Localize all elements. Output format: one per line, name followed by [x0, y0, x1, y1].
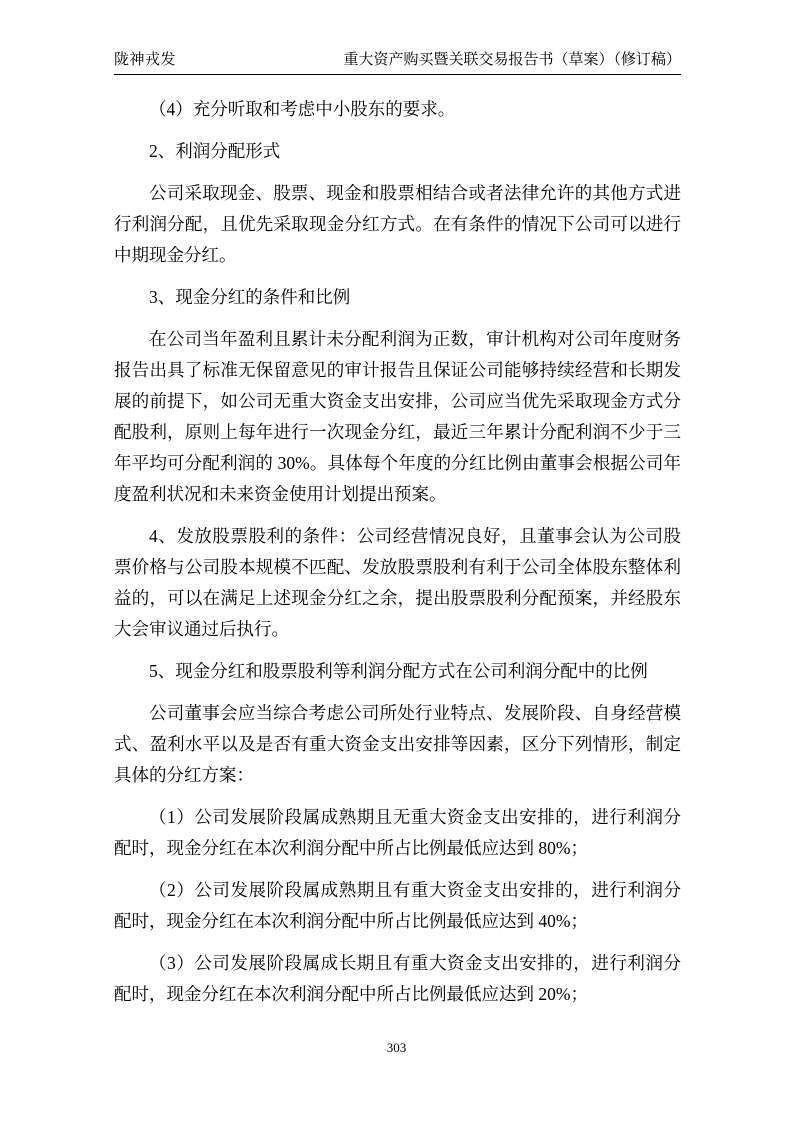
paragraph: 在公司当年盈利且累计未分配利润为正数，审计机构对公司年度财务报告出具了标准无保留意见的审计报告且保证公司能够持续经营和长期发展的前提下，如公司无重大资金支出安排，公司应当优先采取现金方式分配股利，原则上每年进行一次现金分红，最近三年累计分配利润不少于三年平均可分配利润的 30%。具体每个年度的分红比例由董事会根据公司年度盈利状况和未来资金使用计划提出预案。 [114, 329, 681, 504]
page-header [114, 50, 681, 75]
section-heading: 5、现金分红和股票股利等利润分配方式在公司利润分配中的比例 [149, 661, 648, 681]
document-body [114, 94, 681, 1021]
page-number: 303 [386, 1040, 407, 1055]
header-company-name: 陇神戎发 [114, 52, 177, 68]
paragraph: 公司董事会应当综合考虑公司所处行业特点、发展阶段、自身经营模式、盈利水平以及是否有重大资金支出安排等因素，区分下列情形，制定具体的分红方案： [114, 703, 681, 785]
list-item-paragraph: （3）公司发展阶段属成长期且有重大资金支出安排的，进行利润分配时，现金分红在本次利润分配中所占比例最低应达到 20%； [114, 953, 681, 1004]
list-item-paragraph: （2）公司发展阶段属成熟期且有重大资金支出安排的，进行利润分配时，现金分红在本次利润分配中所占比例最低应达到 40%； [114, 880, 681, 931]
header-report-title: 重大资产购买暨关联交易报告书（草案）（修订稿） [343, 52, 681, 68]
paragraph: 4、发放股票股利的条件：公司经营情况良好，且董事会认为公司股票价格与公司股本规模不匹配、发放股票股利有利于公司全体股东整体利益的，可以在满足上述现金分红之余，提出股票股利分配预案，并经股东大会审议通过后执行。 [114, 526, 681, 639]
section-heading: 3、现金分红的条件和比例 [149, 287, 351, 307]
paragraph: 公司采取现金、股票、现金和股票相结合或者法律允许的其他方式进行利润分配，且优先采取现金分红方式。在有条件的情况下公司可以进行中期现金分红。 [114, 183, 681, 265]
list-item-paragraph: （1）公司发展阶段属成熟期且无重大资金支出安排的，进行利润分配时，现金分红在本次利润分配中所占比例最低应达到 80%； [114, 807, 681, 858]
paragraph: （4）充分听取和考虑中小股东的要求。 [149, 99, 456, 119]
section-heading: 2、利润分配形式 [149, 141, 281, 161]
